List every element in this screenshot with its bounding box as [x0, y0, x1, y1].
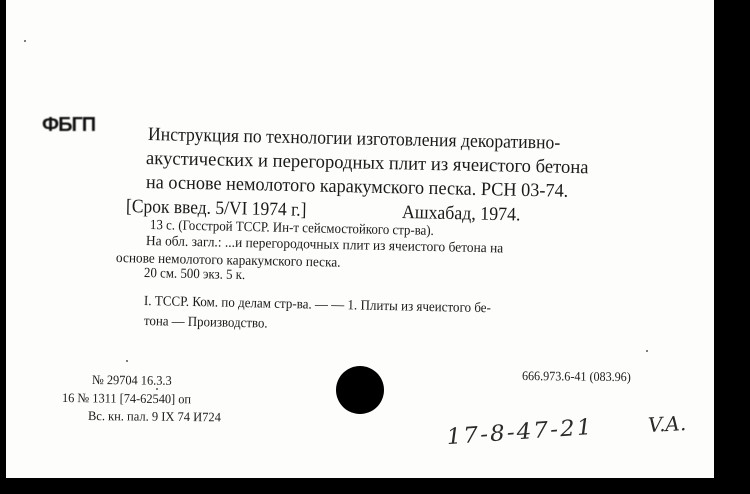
title-line-1: Инструкция по технологии изготовления декоративно- [147, 124, 561, 154]
subject-line-2: тона — Производство. [143, 314, 268, 332]
handwritten-note: 17-8-47-21 [445, 414, 595, 451]
scan-border-bottom [0, 478, 750, 494]
registry-line-3: Вс. кн. пал. 9 IX 74 И724 [87, 408, 221, 425]
udc-code: 666.973.6-41 (083.96) [521, 368, 631, 385]
punch-hole [336, 366, 384, 414]
imprint-line-4: 20 см. 500 экз. 5 к. [143, 266, 246, 284]
title-line-4-left: [Срок введ. 5/VI 1974 г.] [125, 196, 307, 221]
subject-line-1: I. ТССР. Ком. по делам стр-ва. — — 1. Плиты из ячеистого бе- [143, 294, 492, 317]
scan-speck [156, 388, 158, 390]
title-line-2: акустических и перегородных плит из ячеистого бетона [145, 148, 589, 179]
registry-line-2: 16 № 1311 [74-62540] оп [61, 390, 192, 407]
scan-border-right [714, 0, 750, 494]
library-stamp: ФБГП [42, 114, 96, 136]
scan-speck [24, 40, 26, 42]
imprint-line-1: 13 с. (Госстрой ТССР. Ин-т сейсмостойкого стр-ва). [149, 218, 434, 239]
scan-speck [646, 350, 648, 352]
catalog-card [6, 0, 714, 478]
registry-line-1: № 29704 16.3.3 [91, 372, 172, 388]
title-line-3: на основе немолотого каракумского песка. РСН 03-74. [145, 172, 569, 202]
imprint-line-3: основе немолотого каракумского песка. [115, 251, 341, 271]
title-line-4-right: Ашхабад, 1974. [401, 202, 521, 226]
handwritten-initials: V.A. [647, 411, 687, 437]
scan-speck [126, 360, 128, 362]
imprint-line-2: На обл. загл.: ...и перегородочных плит из ячеистого бетона на [145, 234, 504, 257]
